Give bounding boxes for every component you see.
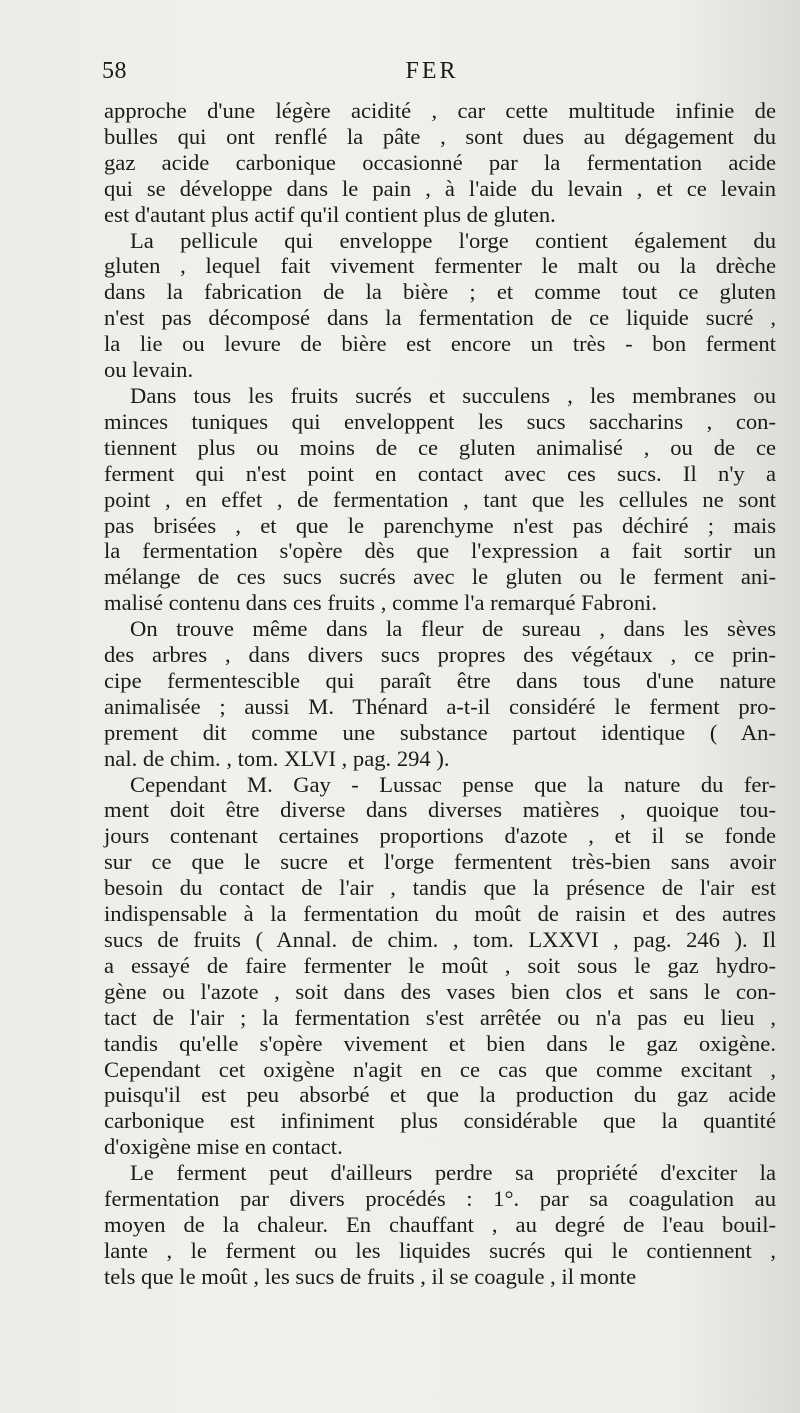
text-line: approche d'une légère acidité , car cette multitude infinie de [104,98,776,123]
text-line: cipe fermentescible qui paraît être dans tous d'une nature [104,667,776,693]
text-line: ment doit être diverse dans diverses matières , quoique tou- [104,797,776,823]
text-line: tiennent plus ou moins de ce gluten animalisé , ou de ce [104,434,776,460]
text-line: tels que le moût , les sucs de fruits , il se coagule , il monte [104,1263,637,1289]
text-line: La pellicule qui enveloppe l'orge contient également du [130,227,776,253]
text-line: la fermentation s'opère dès que l'expression a fait sortir un [104,538,776,564]
text-line: moyen de la chaleur. En chauffant , au degré de l'eau bouil- [104,1211,776,1237]
text-line: d'oxigène mise en contact. [104,1134,343,1160]
text-line: Le ferment peut d'ailleurs perdre sa propriété d'exciter la [130,1160,776,1186]
text-line: pas brisées , et que le parenchyme n'est pas déchiré ; mais [104,512,776,538]
text-line: tact de l'air ; la fermentation s'est arrêtée ou n'a pas eu lieu , [104,1004,776,1030]
text-line: gluten , lequel fait vivement fermenter le malt ou la drèche [104,253,776,279]
text-line: a essayé de faire fermenter le moût , soit sous le gaz hydro- [104,952,776,978]
body-text [104,98,776,1290]
text-line: ou levain. [104,357,194,383]
text-line: des arbres , dans divers sucs propres des végétaux , ce prin- [104,642,776,668]
text-line: besoin du contact de l'air , tandis que la présence de l'air est [104,875,776,901]
paragraph [104,772,776,1161]
text-line: Cependant M. Gay - Lussac pense que la nature du fer- [130,771,776,797]
text-line: animalisée ; aussi M. Thénard a-t-il considéré le ferment pro- [104,693,776,719]
text-line: jours contenant certaines proportions d'azote , et il se fonde [104,823,776,849]
text-line: point , en effet , de fermentation , tant que les cellules ne sont [104,486,776,512]
text-line: minces tuniques qui enveloppent les sucs saccharins , con- [104,408,776,434]
text-line: la lie ou levure de bière est encore un très - bon ferment [104,331,776,357]
text-line: sur ce que le sucre et l'orge fermentent très-bien sans avoir [104,849,776,875]
text-line: prement dit comme une substance partout identique ( An- [104,719,776,745]
paragraph [104,98,776,228]
text-line: puisqu'il est peu absorbé et que la production du gaz acide [104,1082,776,1108]
text-line: est d'autant plus actif qu'il contient plus de gluten. [104,201,556,227]
text-line: mélange de ces sucs sucrés avec le gluten ou le ferment ani- [104,564,776,590]
text-line: Dans tous les fruits sucrés et succulens , les membranes ou [130,382,776,408]
paragraph [104,383,776,616]
text-line: lante , le ferment ou les liquides sucrés qui le contiennent , [104,1237,776,1263]
text-line: n'est pas décomposé dans la fermentation de ce liquide sucré , [104,305,776,331]
text-line: On trouve même dans la fleur de sureau , dans les sèves [130,616,776,642]
text-line: sucs de fruits ( Annal. de chim. , tom. LXXVI , pag. 246 ). Il [104,927,776,952]
page-header [102,58,762,92]
text-line: Cependant cet oxigène n'agit en ce cas que comme excitant , [104,1056,776,1082]
paragraph [104,616,776,771]
text-line: carbonique est infiniment plus considérable que la quantité [104,1108,776,1134]
paragraph [104,1160,776,1290]
text-line: ferment qui n'est point en contact avec ces sucs. Il n'y a [104,460,776,486]
text-line: malisé contenu dans ces fruits , comme l'a remarqué Fabroni. [104,590,658,616]
page-number: 58 [102,58,127,84]
text-line: tandis qu'elle s'opère vivement et bien dans le gaz oxigène. [104,1030,776,1056]
text-line: fermentation par divers procédés : 1°. par sa coagulation au [104,1186,776,1212]
text-line: gène ou l'azote , soit dans des vases bien clos et sans le con- [104,978,776,1004]
running-title: FER [405,58,459,84]
text-line: bulles qui ont renflé la pâte , sont dues au dégagement du [104,123,776,149]
text-line: indispensable à la fermentation du moût de raisin et des autres [104,901,776,927]
text-line: qui se développe dans le pain , à l'aide du levain , et ce levain [104,175,776,201]
text-line: nal. de chim. , tom. XLVI , pag. 294 ). [104,745,450,771]
paragraph [104,228,776,383]
text-line: gaz acide carbonique occasionné par la fermentation acide [104,149,776,175]
text-line: dans la fabrication de la bière ; et comme tout ce gluten [104,279,776,305]
